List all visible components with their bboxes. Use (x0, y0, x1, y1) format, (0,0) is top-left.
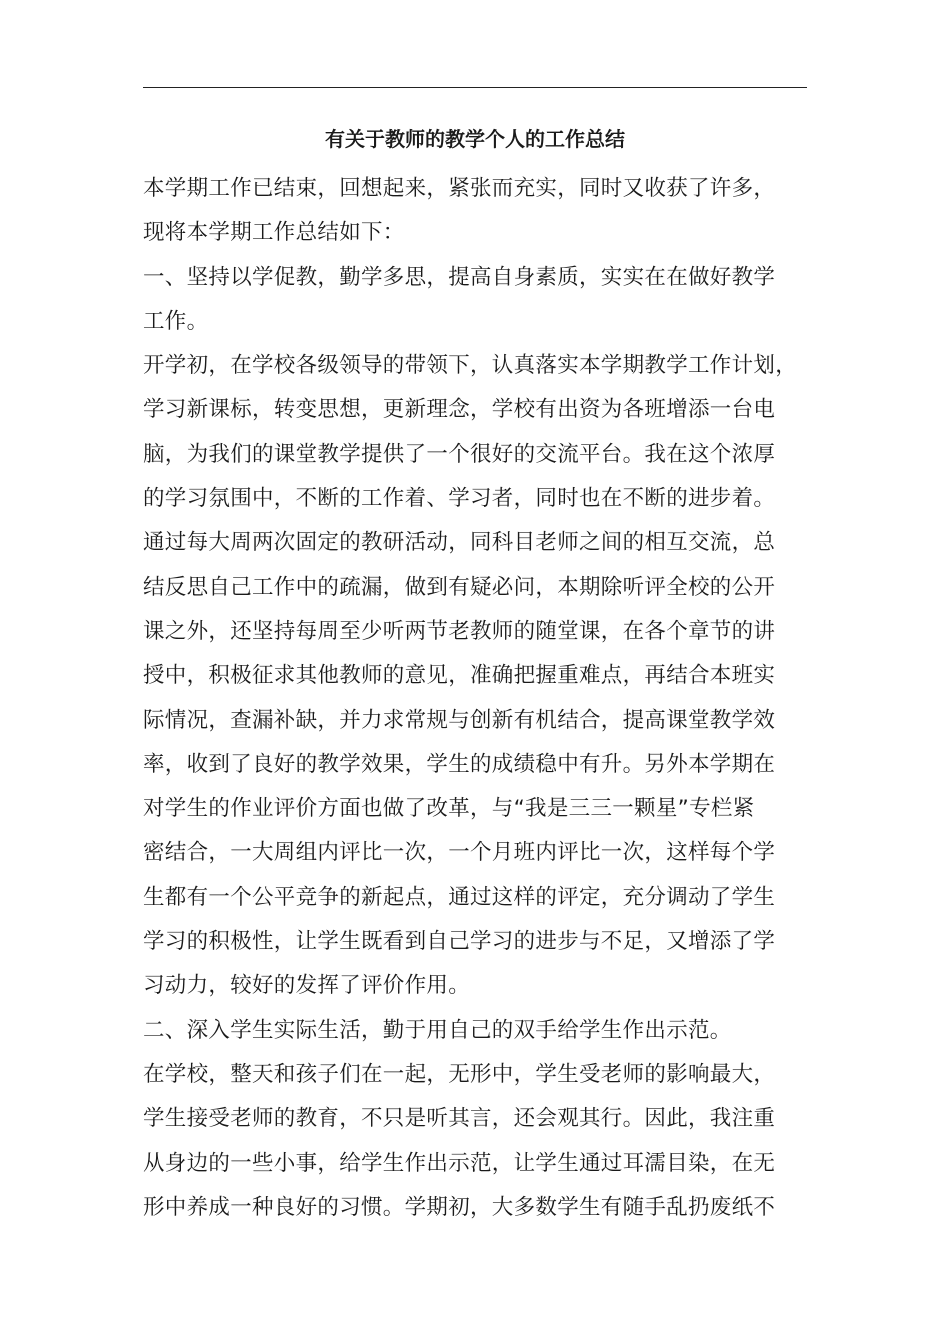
text-line: 的学习氛围中，不断的工作着、学习者，同时也在不断的进步着。 (143, 486, 776, 512)
section-heading-2: 二、深入学生实际生活，勤于用自己的双手给学生作出示范。 (143, 1017, 732, 1043)
text-line: 脑，为我们的课堂教学提供了一个很好的交流平台。我在这个浓厚 (143, 441, 776, 467)
section-heading-1: 一、坚持以学促教，勤学多思，提高自身素质，实实在在做好教学 (143, 264, 776, 290)
text-line: 形中养成一种良好的习惯。学期初，大多数学生有随手乱扔废纸不 (143, 1194, 776, 1220)
text-line: 学习的积极性，让学生既看到自己学习的进步与不足，又增添了学 (143, 929, 776, 955)
text-line: 课之外，还坚持每周至少听两节老教师的随堂课，在各个章节的讲 (143, 618, 776, 644)
document-body (143, 167, 833, 1230)
text-line: 学生接受老师的教育，不只是听其言，还会观其行。因此，我注重 (143, 1106, 776, 1132)
text-line: 学习新课标，转变思想，更新理念，学校有出资为各班增添一台电 (143, 397, 776, 423)
text-line: 密结合，一大周组内评比一次，一个月班内评比一次，这样每个学 (143, 840, 776, 866)
header-rule (143, 87, 807, 88)
text-line: 际情况，查漏补缺，并力求常规与创新有机结合，提高课堂教学效 (143, 707, 776, 733)
text-line: 授中，积极征求其他教师的意见，准确把握重难点，再结合本班实 (143, 663, 776, 689)
text-line: 习动力，较好的发挥了评价作用。 (143, 973, 471, 999)
text-line: 从身边的一些小事，给学生作出示范，让学生通过耳濡目染，在无 (143, 1150, 776, 1176)
section-heading-1-cont: 工作。 (143, 308, 209, 334)
document-title: 有关于教师的教学个人的工作总结 (325, 127, 625, 151)
text-line: 开学初，在学校各级领导的带领下，认真落实本学期教学工作计划， (143, 353, 798, 379)
text-line: 现将本学期工作总结如下： (143, 220, 405, 246)
text-line: 在学校，整天和孩子们在一起，无形中，学生受老师的影响最大， (143, 1061, 776, 1087)
text-line: 对学生的作业评价方面也做了改革，与“我是三三一颗星”专栏紧 (143, 796, 755, 822)
text-line: 结反思自己工作中的疏漏，做到有疑必问，本期除听评全校的公开 (143, 574, 776, 600)
text-line: 率，收到了良好的教学效果，学生的成绩稳中有升。另外本学期在 (143, 751, 776, 777)
text-line: 生都有一个公平竞争的新起点，通过这样的评定，充分调动了学生 (143, 884, 776, 910)
text-line: 通过每大周两次固定的教研活动，同科目老师之间的相互交流，总 (143, 530, 776, 556)
text-line: 本学期工作已结束，回想起来，紧张而充实，同时又收获了许多， (143, 176, 776, 201)
